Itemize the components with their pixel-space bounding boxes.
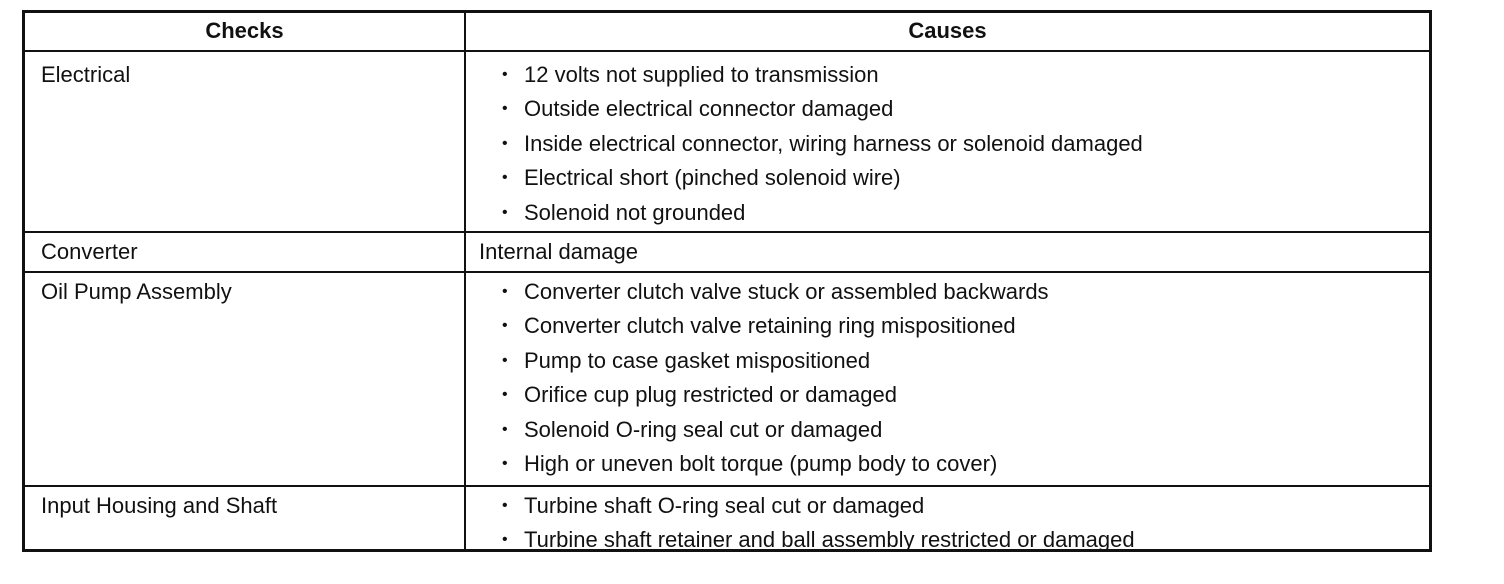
causes-cell [466, 273, 1429, 485]
cause-item: • Pump to case gasket mispositioned [466, 344, 1429, 378]
table-row-oil-pump-assembly [25, 271, 1429, 485]
check-cell: Input Housing and Shaft [25, 487, 466, 549]
causes-list [466, 487, 1429, 558]
table-row-input-housing-and-shaft [25, 485, 1429, 553]
table-row-electrical [25, 50, 1429, 231]
check-cell: Converter [25, 233, 466, 271]
cause-item: • Inside electrical connector, wiring harness or solenoid damaged [466, 127, 1429, 161]
header-causes: Causes [908, 18, 987, 43]
bullet-icon: • [502, 66, 508, 83]
cause-item: • Converter clutch valve stuck or assembled backwards [466, 275, 1429, 309]
bullet-icon: • [502, 169, 508, 187]
cause-item: • Outside electrical connector damaged [466, 92, 1429, 126]
cause-item: • Orifice cup plug restricted or damaged [466, 378, 1429, 412]
bullet-icon: • [502, 455, 508, 473]
cause-item: • Solenoid not grounded [466, 196, 1429, 230]
cause-item: • Turbine shaft retainer and ball assembly restricted or damaged [466, 523, 1429, 557]
table-row-converter [25, 231, 1429, 271]
bullet-icon: • [502, 497, 508, 514]
header-checks: Checks [25, 13, 466, 50]
bullet-icon: • [502, 134, 508, 152]
causes-list [466, 52, 1429, 230]
bullet-icon: • [502, 317, 508, 335]
cause-item: • Turbine shaft O-ring seal cut or damaged [466, 489, 1429, 523]
bullet-icon: • [502, 531, 508, 549]
bullet-icon: • [502, 420, 508, 438]
causes-list [466, 273, 1429, 481]
table-header-row [25, 13, 1429, 50]
cause-item: • High or uneven bolt torque (pump body to cover) [466, 447, 1429, 481]
check-cell: Oil Pump Assembly [25, 273, 466, 485]
bullet-icon: • [502, 386, 508, 404]
bullet-icon: • [502, 203, 508, 221]
cause-item: • Converter clutch valve retaining ring mispositioned [466, 309, 1429, 343]
check-cell: Electrical [25, 52, 466, 231]
causes-cell: Internal damage [479, 239, 638, 264]
bullet-icon: • [502, 100, 508, 118]
cause-item: • Electrical short (pinched solenoid wire) [466, 161, 1429, 195]
bullet-icon: • [502, 351, 508, 369]
checks-causes-table [22, 10, 1432, 552]
causes-cell [466, 487, 1429, 553]
causes-cell [466, 52, 1429, 231]
cause-item: • Solenoid O-ring seal cut or damaged [466, 413, 1429, 447]
bullet-icon: • [502, 283, 508, 300]
cause-item: • 12 volts not supplied to transmission [466, 58, 1429, 92]
